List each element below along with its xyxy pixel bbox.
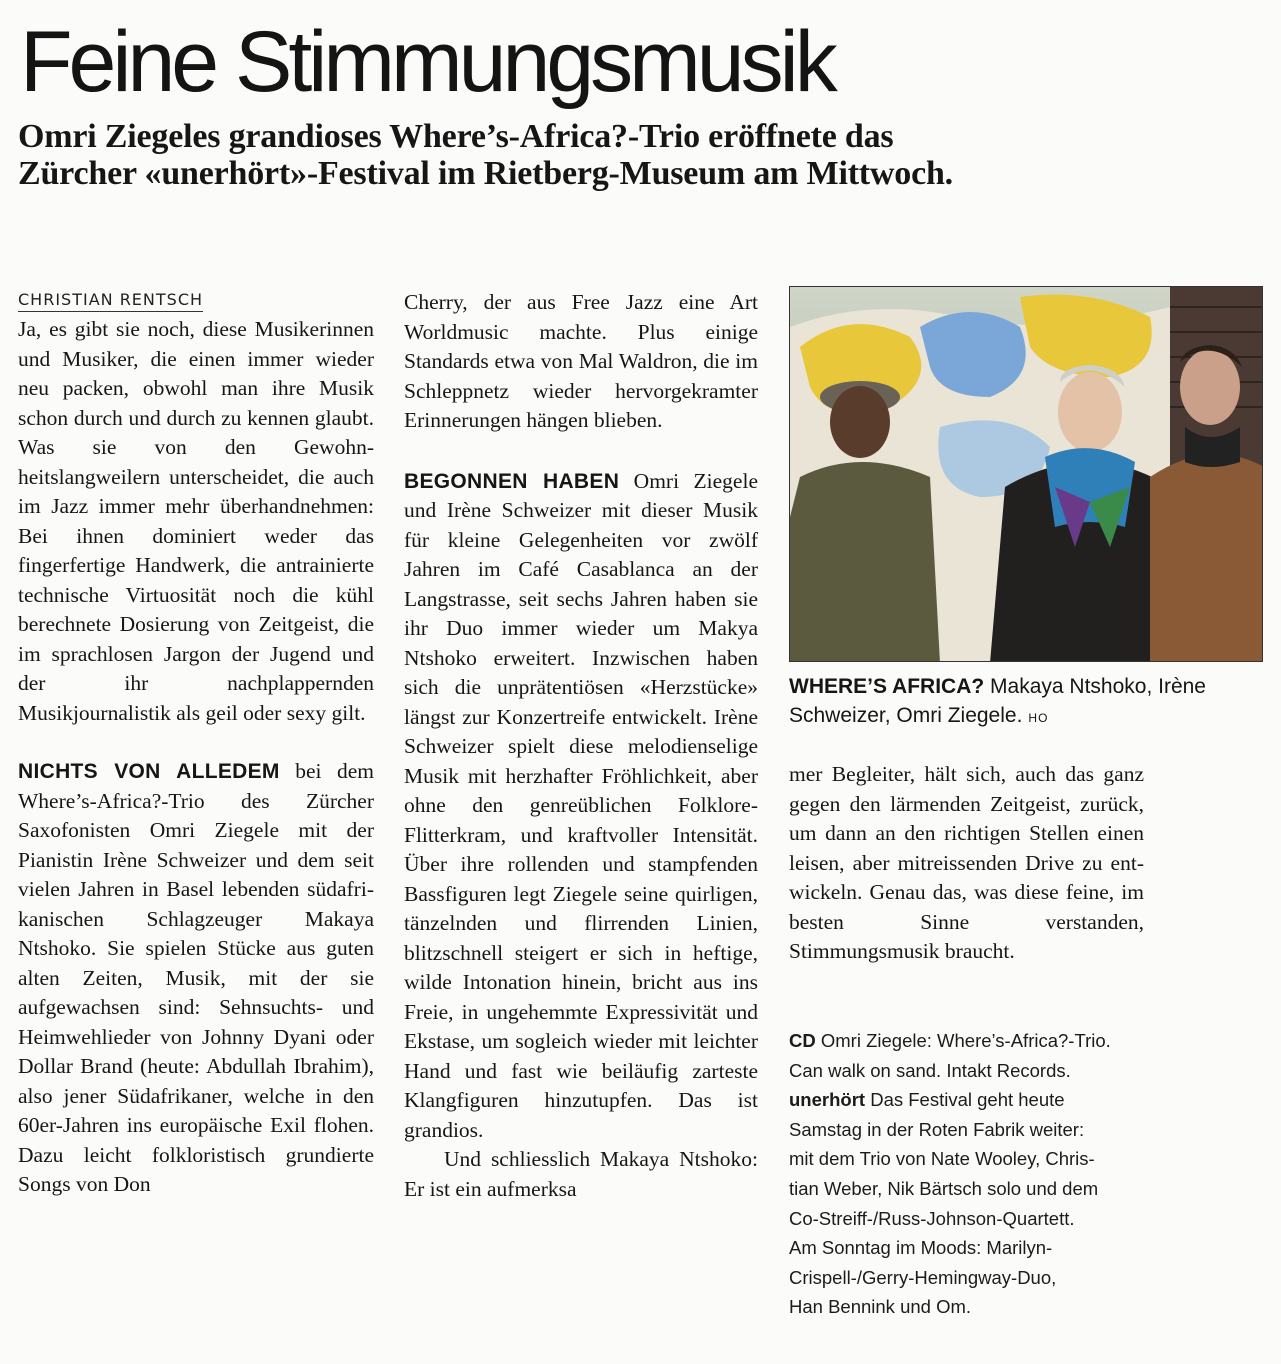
subheadline-line-1: Omri Ziegeles grandioses Where’s-Africa?-Trio eröffnete das — [18, 118, 894, 155]
info-festival-line-2: Samstag in der Roten Fabrik weiter: — [789, 1118, 1085, 1140]
trio-photo-illustration — [790, 287, 1263, 662]
info-festival-line-6: Am Sonntag im Moods: Marilyn- — [789, 1237, 1053, 1259]
info-festival-line-4: tian Weber, Nik Bärtsch solo und dem — [789, 1177, 1099, 1199]
info-festival-label: unerhört — [789, 1089, 866, 1111]
paragraph-cherry: Cherry, der aus Free Jazz eine Art Worldmusic machte. Plus einige Standards etwa von Mal Waldron, die im Schleppnetz wieder hervorgekramter Erinnerungen hängen blieben. — [404, 290, 758, 432]
paragraph-text: bei dem Where’s-Africa?-Trio des Zürcher Saxofonisten Omri Ziegele mit der Pianistin Irène Schweizer und dem seit vielen Jahren in Basel lebenden südafrikanischen Schlagzeuger Makaya Ntshoko. Sie spielen Stücke aus guten alten Zeiten, Musik, mit der sie aufgewachsen sind: Sehnsuchts- und Heimwehlieder von Johnny Dyani oder Dollar Brand (heute: Abdullah Ibrahim), also jener Südafrikaner, welche in den 60er-Jahren ins europäische Exil flohen. Dazu leicht folkloristisch grundierte Songs von Don — [18, 759, 374, 1196]
paragraph-nichts-von-alledem — [18, 757, 374, 1200]
subheadline — [18, 118, 1258, 192]
article-column-2 — [404, 288, 758, 1204]
info-box — [789, 1026, 1149, 1322]
paragraph-intro: Ja, es gibt sie noch, diese Musikerinnen und Musiker, die einen immer wieder neu packen, obwohl man ihre Musik schon durch und durch zu kennen glaubt. Was sie von den Gewohnheitslangweilern unterscheidet, die auch im Jazz immer mehr überhandnehmen: Bei ihnen dominiert weder das fingerfertige Handwerk, die antrainierte technische Virtuosität noch die kühl berechnete Dosierung von Zeitgeist, die im sprachlosen Jargon der Jugend und der ihr nachplappernden Musikjournalistik als geil oder sexy gilt. — [18, 317, 374, 725]
info-festival-line-3: mit dem Trio von Nate Wooley, Chris- — [789, 1148, 1095, 1170]
info-festival-line-1 — [789, 1085, 1149, 1115]
article-column-3 — [789, 760, 1144, 967]
info-festival-line-7: Crispell-/Gerry-Hemingway-Duo, — [789, 1266, 1057, 1288]
info-festival-line-8: Han Bennink und Om. — [789, 1296, 972, 1318]
info-cd-line-1 — [789, 1026, 1149, 1056]
paragraph-makaya: Und schliesslich Makaya Ntshoko: Er ist ein aufmerksa — [404, 1147, 758, 1201]
section-lead-begonnen-haben: BEGONNEN HABEN — [404, 469, 620, 493]
info-cd-line-2: Can walk on sand. Intakt Records. — [789, 1059, 1071, 1081]
info-cd-text: Omri Ziegele: Where’s-Africa?-Trio. — [815, 1030, 1111, 1051]
photo-caption — [789, 672, 1259, 733]
section-lead-nichts-von-alledem: NICHTS VON ALLEDEM — [18, 760, 280, 783]
photo-credit: HO — [1028, 711, 1049, 725]
caption-label: WHERE’S AFRICA? — [789, 675, 985, 698]
paragraph-begleiter: mer Begleiter, hält sich, auch das ganz gegen den lärmenden Zeitgeist, zurück, um dann an den richtigen Stellen einen leisen, aber mitreissenden Drive zu entwickeln. Genau das, was diese feine, im besten Sinne verstanden, Stimmungsmusik braucht. — [789, 762, 1144, 963]
byline: CHRISTIAN RENTSCH — [18, 290, 203, 312]
paragraph-text: Omri Ziegele und Irène Schweizer mit dieser Musik für kleine Gelegenheiten vor zwölf Jahren im Café Casablanca an der Langstrasse, seit sechs Jahren haben sie ihr Duo immer wieder um Makya Ntshoko erweitert. Inzwischen haben sich die unprätentiösen «Herzstücke» längst zur Konzertreife entwickelt. Irène Schweizer spielt diese melodienselige Musik mit herzhafter Fröhlichkeit, aber ohne den genreüblichen Folklore-Flitterkram, und kraftvoller Intensität. Über ihre rollenden und stampfenden Bassfiguren legt Ziegele seine quirligen, tänzelnden und flirrenden Linien, blitzschnell steigert er sich in heftige, wilde Intonation hinein, bricht aus ins Freie, in ungehemmte Expressivität und Ekstase, um sogleich wieder mit leichter Hand und fast wie beiläufig zarteste Klangfiguren hinzutupfen. Das ist grandios. — [404, 468, 758, 1142]
headline: Feine Stimmungsmusik — [20, 14, 834, 110]
info-cd-label: CD — [789, 1030, 816, 1051]
paragraph-begonnen-haben — [404, 467, 758, 1146]
caption-text: Makaya Ntshoko, Irène Schweizer, Omri Ziegele. — [789, 675, 1206, 727]
trio-photo — [789, 286, 1263, 662]
info-festival-line-5: Co-Streiff-/Russ-Johnson-Quartett. — [789, 1207, 1075, 1229]
info-festival-text: Das Festival geht heute — [865, 1089, 1065, 1111]
subheadline-line-2: Zürcher «unerhört»-Festival im Rietberg-Museum am Mittwoch. — [18, 155, 953, 192]
article-column-1 — [18, 290, 374, 1200]
